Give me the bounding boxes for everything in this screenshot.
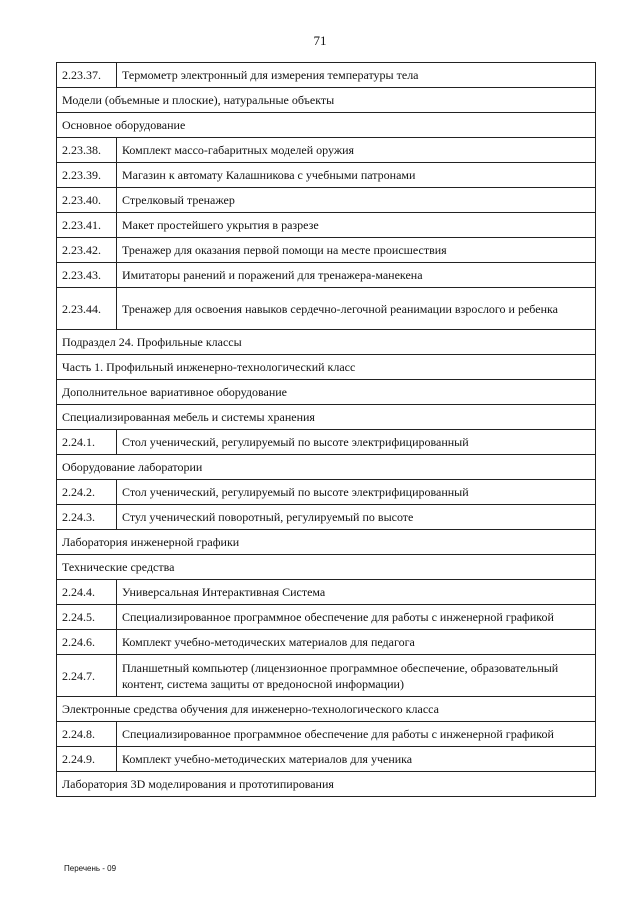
table-row xyxy=(57,213,596,238)
table-row xyxy=(57,580,596,605)
item-text: Комплект массо-габаритных моделей оружия xyxy=(117,138,596,163)
section-row xyxy=(57,355,596,380)
section-row xyxy=(57,405,596,430)
table-row xyxy=(57,630,596,655)
item-number: 2.24.9. xyxy=(57,747,117,772)
item-number: 2.23.40. xyxy=(57,188,117,213)
section-row xyxy=(57,772,596,797)
section-row xyxy=(57,330,596,355)
item-number: 2.23.42. xyxy=(57,238,117,263)
section-heading: Лаборатория 3D моделирования и прототипирования xyxy=(57,772,596,797)
table-row xyxy=(57,263,596,288)
item-number: 2.23.43. xyxy=(57,263,117,288)
section-heading: Основное оборудование xyxy=(57,113,596,138)
section-heading: Часть 1. Профильный инженерно-технологический класс xyxy=(57,355,596,380)
item-text: Универсальная Интерактивная Система xyxy=(117,580,596,605)
item-text: Комплект учебно-методических материалов для педагога xyxy=(117,630,596,655)
item-text: Магазин к автомату Калашникова с учебными патронами xyxy=(117,163,596,188)
equipment-table xyxy=(56,62,596,797)
item-number: 2.23.44. xyxy=(57,288,117,330)
section-heading: Дополнительное вариативное оборудование xyxy=(57,380,596,405)
page-footer: Перечень - 09 xyxy=(64,864,117,873)
table-row xyxy=(57,63,596,88)
item-text: Тренажер для оказания первой помощи на месте происшествия xyxy=(117,238,596,263)
item-number: 2.23.37. xyxy=(57,63,117,88)
table-row xyxy=(57,288,596,330)
section-heading: Подраздел 24. Профильные классы xyxy=(57,330,596,355)
page-number: 71 xyxy=(313,33,327,48)
item-text: Специализированное программное обеспечение для работы с инженерной графикой xyxy=(117,722,596,747)
item-number: 2.24.3. xyxy=(57,505,117,530)
section-row xyxy=(57,88,596,113)
item-number: 2.24.1. xyxy=(57,430,117,455)
item-number: 2.23.39. xyxy=(57,163,117,188)
section-heading: Оборудование лаборатории xyxy=(57,455,596,480)
section-heading: Модели (объемные и плоские), натуральные объекты xyxy=(57,88,596,113)
item-text: Стол ученический, регулируемый по высоте электрифицированный xyxy=(117,480,596,505)
item-number: 2.24.4. xyxy=(57,580,117,605)
item-text: Имитаторы ранений и поражений для тренажера-манекена xyxy=(117,263,596,288)
table-row xyxy=(57,655,596,697)
item-text: Тренажер для освоения навыков сердечно-легочной реанимации взрослого и ребенка xyxy=(117,288,596,330)
item-number: 2.24.5. xyxy=(57,605,117,630)
table-row xyxy=(57,605,596,630)
item-number: 2.23.38. xyxy=(57,138,117,163)
section-heading: Лаборатория инженерной графики xyxy=(57,530,596,555)
table-row xyxy=(57,163,596,188)
section-row xyxy=(57,530,596,555)
section-row xyxy=(57,113,596,138)
item-number: 2.24.6. xyxy=(57,630,117,655)
item-number: 2.24.7. xyxy=(57,655,117,697)
item-number: 2.23.41. xyxy=(57,213,117,238)
table-row xyxy=(57,138,596,163)
item-text: Стол ученический, регулируемый по высоте электрифицированный xyxy=(117,430,596,455)
section-heading: Специализированная мебель и системы хранения xyxy=(57,405,596,430)
table-row xyxy=(57,430,596,455)
section-row xyxy=(57,697,596,722)
item-text: Стрелковый тренажер xyxy=(117,188,596,213)
table-row xyxy=(57,238,596,263)
section-row xyxy=(57,455,596,480)
table-row xyxy=(57,480,596,505)
item-text: Стул ученический поворотный, регулируемый по высоте xyxy=(117,505,596,530)
table-row xyxy=(57,747,596,772)
item-text: Термометр электронный для измерения температуры тела xyxy=(117,63,596,88)
table-row xyxy=(57,722,596,747)
table-row xyxy=(57,188,596,213)
section-heading: Электронные средства обучения для инженерно-технологического класса xyxy=(57,697,596,722)
section-row xyxy=(57,380,596,405)
item-number: 2.24.2. xyxy=(57,480,117,505)
section-heading: Технические средства xyxy=(57,555,596,580)
item-text: Специализированное программное обеспечение для работы с инженерной графикой xyxy=(117,605,596,630)
item-text: Комплект учебно-методических материалов для ученика xyxy=(117,747,596,772)
section-row xyxy=(57,555,596,580)
item-text: Планшетный компьютер (лицензионное программное обеспечение, образовательный контент, система защиты от вредоносной информации) xyxy=(117,655,596,697)
item-text: Макет простейшего укрытия в разрезе xyxy=(117,213,596,238)
table-row xyxy=(57,505,596,530)
item-number: 2.24.8. xyxy=(57,722,117,747)
